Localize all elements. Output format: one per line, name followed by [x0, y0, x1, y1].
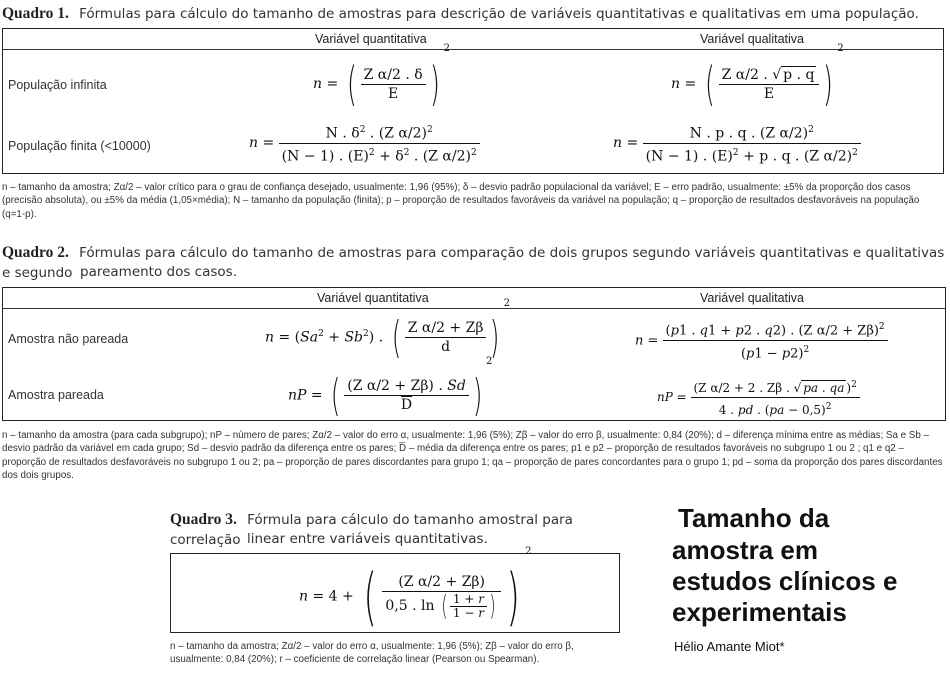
quadro1-col-quant: Variável quantitativa — [315, 32, 427, 46]
quadro1-footnote: n – tamanho da amostra; Zα/2 – valor crítico para o grau de confiança desejado, usualmente: 1,96 (95%); δ – desvio padrão populacional da variável; E – erro padrão, usualmente: ±5% da proporção dos casos (precisão absoluta), ou ±5% da média (1,05×média); N – tamanho da população (finita); p – proporção de resultados favoráveis da variável na população; q – proporção de resultados desfavoráveis na população (q=1-p). — [2, 182, 920, 220]
quadro2-col-quant: Variável quantitativa — [317, 291, 429, 305]
quadro3-table — [170, 546, 620, 633]
quadro3-footnote: n – tamanho da amostra; Zα/2 – valor do erro α, usualmente: 1,96 (5%); Zβ – valor do erro β, usualmente: 0,84 (20%); r – coeficiente de correlação linear (Pearson ou Spearman). — [170, 641, 574, 666]
quadro1-header-rule — [3, 49, 943, 50]
article-title-line-2: amostra em — [672, 535, 818, 565]
quadro3-title-line2: linear entre variáveis quantitativas. — [247, 531, 488, 547]
quadro2-row-unpaired: Amostra não pareada — [8, 332, 129, 346]
formula-correlation: n = 4 + ( (Z α/2 + Zβ) 0,5 . ln ( $\frac{1 + r}{1 - r}$ ) )$^2$ — [299, 546, 532, 633]
quadro3-label: Quadro 3. — [170, 511, 237, 528]
formula-unpaired-qual: n = $\frac{(p1 . q1 + p2 . q2) . (Z \alpha/2 + Z\beta)^2}{(p1 - p2)^2}$ — [635, 318, 888, 364]
quadro3-title: Fórmula para cálculo do tamanho amostral para correlação — [170, 512, 573, 548]
quadro2-label: Quadro 2. — [2, 244, 69, 261]
article-title-line-1: Tamanho da — [678, 503, 830, 533]
formula-infinite-quant: n = ( $\frac{\text{Z α/2 . δ}}{E}$ )$^2$ — [313, 43, 450, 111]
formula-unpaired-quant: $n = (Sa^2 + Sb^2)$ . ( $\frac{\text{Z α/2 + Zβ}}{d}$ )$^2$ — [265, 298, 510, 363]
article-author: Hélio Amante Miot* — [674, 639, 785, 654]
formula-paired-quant: nP = ( $\frac{\text{(Z α/2 + Zβ) . Sd}}{D}$ )$^2$ — [288, 356, 493, 421]
quadro1-row-finite: População finita (<10000) — [8, 139, 151, 153]
quadro2-col-qual: Variável qualitativa — [700, 291, 804, 305]
quadro2-title-line2: pareamento dos casos. — [80, 264, 237, 280]
quadro1-col-qual: Variável qualitativa — [700, 32, 804, 46]
quadro2-header-rule — [3, 308, 945, 309]
formula-finite-quant: n = $\frac{N . \delta^2 . (Z \alpha/2)^2}{(N - 1) . (E)^2 + \delta^2 . (Z \alpha/2)^2}$ — [249, 121, 480, 165]
quadro1-title: Fórmulas para cálculo do tamanho de amostras para descrição de variáveis quantitativas e qualitativas em uma população. — [79, 6, 919, 22]
quadro1-label: Quadro 1. — [2, 5, 69, 22]
quadro2-row-paired: Amostra pareada — [8, 388, 104, 402]
formula-infinite-qual: n = ( $\frac{\text{Z α/2 . √ p . q}}{E}$ )$^2$ — [671, 43, 844, 111]
quadro2-title: Fórmulas para cálculo do tamanho de amostras para comparação de dois grupos segundo variáveis quantitativas e qualitativas e segundo — [2, 245, 945, 281]
quadro2-footnote: n – tamanho da amostra (para cada subgrupo); nP – número de pares; Zα/2 – valor do erro α, usualmente: 1,96 (5%); Zβ – valor do erro β, usualmente: 0,84 (20%); d – diferença mínima entre as médias; Sa e Sb – desvio padrão da variável em cada grupo; Sd – desvio padrão da diferença entre os pares; D̅ – média da diferença entre os pares; p1 e p2 – proporção de resultados favoráveis no subgrupo 1 ou 2 ; q1 e q2 – proporção de resultados desfavoráveis no subgrupo 1 ou 2; pa – proporção de pares discordantes para grupo 1; qa – proporção de pares concordantes para o grupo 1; pd – soma da proporção dos pares discordantes dos dois grupos. — [2, 430, 943, 482]
quadro1-table — [2, 28, 944, 174]
quadro1-row-infinite: População infinita — [8, 78, 107, 92]
formula-paired-qual: nP = $\frac{(Z \alpha/2 + 2 . Z\beta . √ pa . qa )^2}{4 . pd . (pa - 0,5)^2}$ — [657, 376, 860, 419]
formula-finite-qual: n = $\frac{N . p . q . (Z \alpha/2)^2}{(N - 1) . (E)^2 + p . q . (Z \alpha/2)^2}$ — [613, 121, 861, 165]
quadro1-heading — [2, 4, 919, 24]
article-title-line-4: experimentais — [672, 597, 847, 627]
quadro2-table — [2, 287, 946, 421]
article-title-line-3: estudos clínicos e — [672, 566, 898, 596]
